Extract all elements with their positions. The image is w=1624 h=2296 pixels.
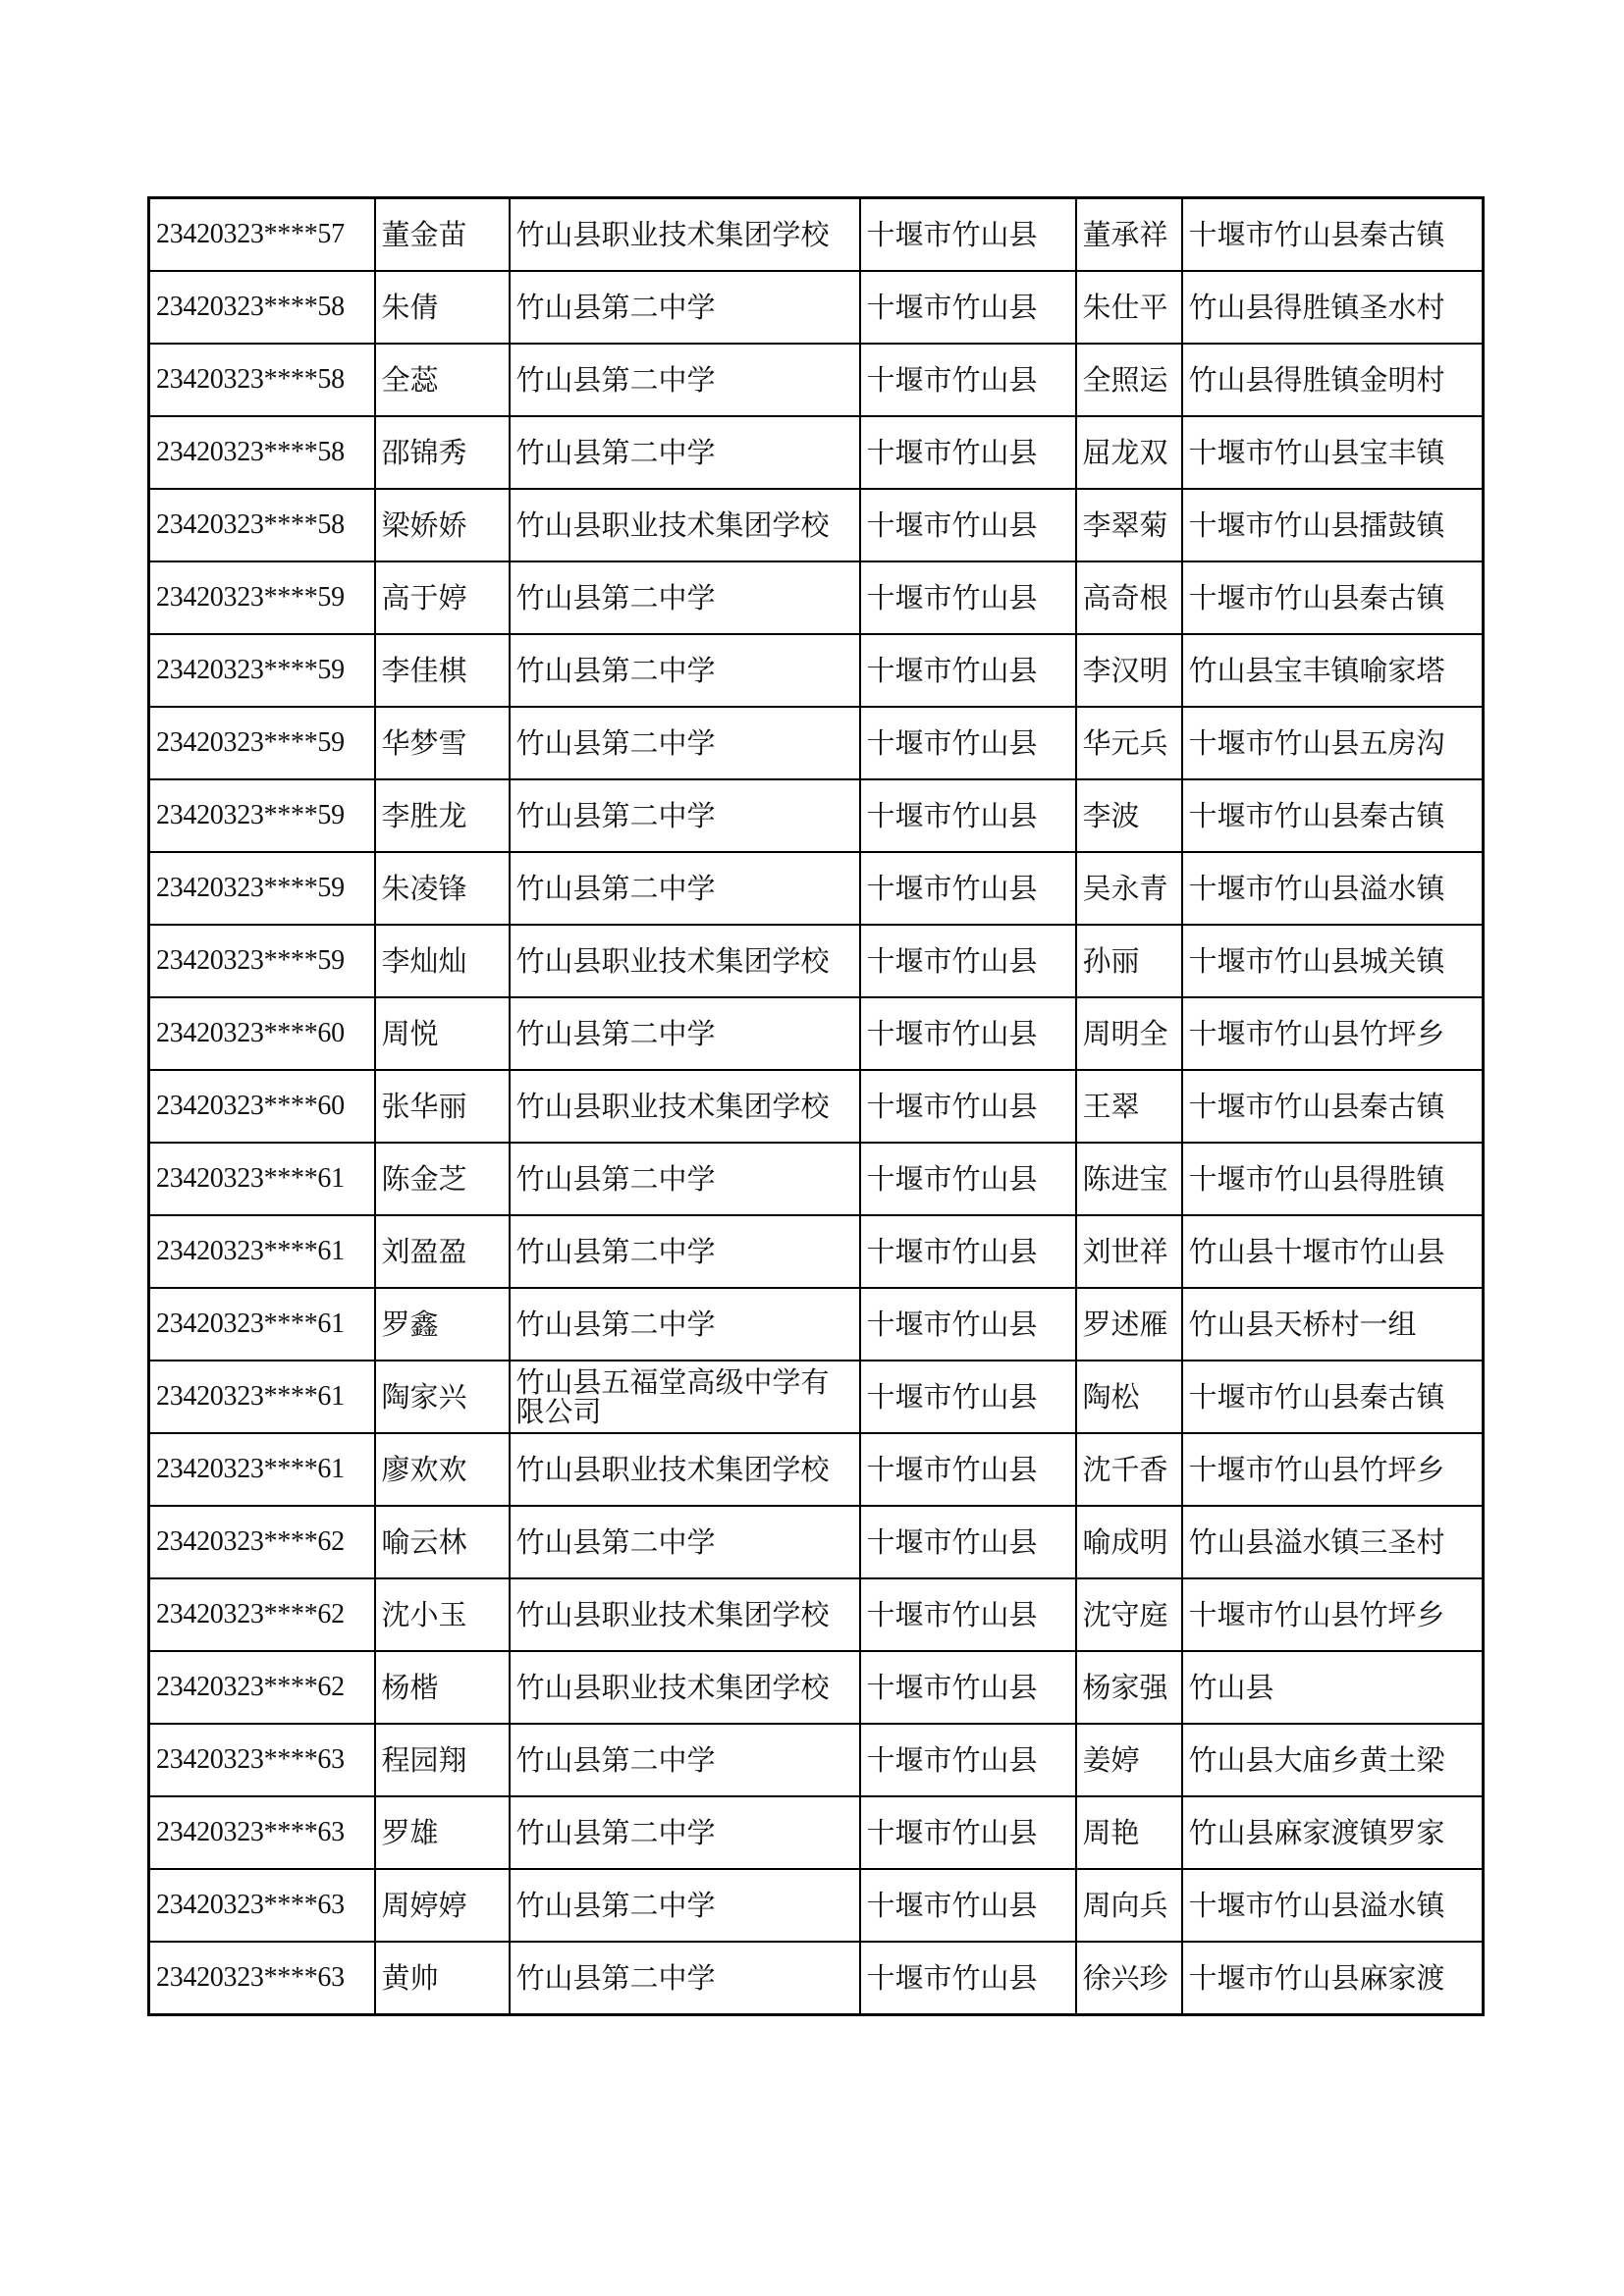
- region-cell: 十堰市竹山县: [860, 561, 1076, 634]
- region-cell: 十堰市竹山县: [860, 1215, 1076, 1288]
- school-cell: 竹山县第二中学: [510, 1869, 860, 1942]
- table-row: [149, 416, 1484, 489]
- region-cell: 十堰市竹山县: [860, 997, 1076, 1070]
- id-number-cell: 23420323****61: [149, 1361, 375, 1433]
- address-cell: 十堰市竹山县秦古镇: [1182, 1070, 1484, 1143]
- school-cell: 竹山县职业技术集团学校: [510, 198, 860, 272]
- school-line: 限公司: [515, 1395, 602, 1428]
- id-number-cell: 23420323****58: [149, 489, 375, 561]
- school-cell: 竹山县职业技术集团学校: [510, 1070, 860, 1143]
- table-row: [149, 198, 1484, 272]
- address-cell: 竹山县得胜镇金明村: [1182, 344, 1484, 416]
- student-name-cell: 华梦雪: [375, 707, 510, 779]
- student-name-cell: 李灿灿: [375, 925, 510, 997]
- guardian-name-cell: 喻成明: [1076, 1506, 1182, 1578]
- school-cell: 竹山县第二中学: [510, 852, 860, 925]
- region-cell: 十堰市竹山县: [860, 1361, 1076, 1433]
- address-cell: 十堰市竹山县城关镇: [1182, 925, 1484, 997]
- guardian-name-cell: 徐兴珍: [1076, 1942, 1182, 2015]
- id-number-cell: 23420323****61: [149, 1433, 375, 1506]
- table-row: [149, 634, 1484, 707]
- student-name-cell: 李胜龙: [375, 779, 510, 852]
- guardian-name-cell: 沈千香: [1076, 1433, 1182, 1506]
- guardian-name-cell: 朱仕平: [1076, 271, 1182, 344]
- id-number-cell: 23420323****59: [149, 779, 375, 852]
- school-cell: 竹山县第二中学: [510, 1724, 860, 1796]
- table-row: [149, 1651, 1484, 1724]
- school-cell: 竹山县第二中学: [510, 1143, 860, 1215]
- table-row: [149, 1724, 1484, 1796]
- student-name-cell: 张华丽: [375, 1070, 510, 1143]
- table-row: [149, 344, 1484, 416]
- id-number-cell: 23420323****61: [149, 1215, 375, 1288]
- id-number-cell: 23420323****58: [149, 271, 375, 344]
- address-cell: 竹山县得胜镇圣水村: [1182, 271, 1484, 344]
- school-cell: 竹山县第二中学: [510, 707, 860, 779]
- table-row: [149, 1143, 1484, 1215]
- address-cell: 十堰市竹山县得胜镇: [1182, 1143, 1484, 1215]
- region-cell: 十堰市竹山县: [860, 1869, 1076, 1942]
- table-row: [149, 1942, 1484, 2015]
- school-cell: 竹山县第二中学: [510, 1288, 860, 1361]
- region-cell: 十堰市竹山县: [860, 707, 1076, 779]
- region-cell: 十堰市竹山县: [860, 1651, 1076, 1724]
- table-row: [149, 852, 1484, 925]
- address-cell: 竹山县: [1182, 1651, 1484, 1724]
- region-cell: 十堰市竹山县: [860, 271, 1076, 344]
- table-row: [149, 489, 1484, 561]
- school-cell: 竹山县第二中学: [510, 561, 860, 634]
- table-row: [149, 1070, 1484, 1143]
- region-cell: 十堰市竹山县: [860, 925, 1076, 997]
- student-name-cell: 全蕊: [375, 344, 510, 416]
- student-name-cell: 董金苗: [375, 198, 510, 272]
- school-cell: 竹山县职业技术集团学校: [510, 925, 860, 997]
- student-name-cell: 廖欢欢: [375, 1433, 510, 1506]
- address-cell: 十堰市竹山县秦古镇: [1182, 561, 1484, 634]
- student-name-cell: 罗雄: [375, 1796, 510, 1869]
- id-number-cell: 23420323****59: [149, 561, 375, 634]
- school-cell: 竹山县第二中学: [510, 997, 860, 1070]
- guardian-name-cell: 高奇根: [1076, 561, 1182, 634]
- address-cell: 十堰市竹山县擂鼓镇: [1182, 489, 1484, 561]
- id-number-cell: 23420323****62: [149, 1651, 375, 1724]
- guardian-name-cell: 李翠菊: [1076, 489, 1182, 561]
- student-name-cell: 黄帅: [375, 1942, 510, 2015]
- table-row: [149, 1215, 1484, 1288]
- region-cell: 十堰市竹山县: [860, 1724, 1076, 1796]
- school-cell: 竹山县职业技术集团学校: [510, 1578, 860, 1651]
- guardian-name-cell: 李波: [1076, 779, 1182, 852]
- school-line: 竹山县五福堂高级中学有: [515, 1365, 830, 1399]
- school-cell: 竹山县第二中学: [510, 344, 860, 416]
- address-cell: 竹山县天桥村一组: [1182, 1288, 1484, 1361]
- id-number-cell: 23420323****62: [149, 1506, 375, 1578]
- student-name-cell: 罗鑫: [375, 1288, 510, 1361]
- table-row: [149, 1288, 1484, 1361]
- school-cell: 竹山县第二中学: [510, 271, 860, 344]
- id-number-cell: 23420323****61: [149, 1288, 375, 1361]
- table-row: [149, 707, 1484, 779]
- region-cell: 十堰市竹山县: [860, 1506, 1076, 1578]
- region-cell: 十堰市竹山县: [860, 198, 1076, 272]
- guardian-name-cell: 罗述雁: [1076, 1288, 1182, 1361]
- guardian-name-cell: 周明全: [1076, 997, 1182, 1070]
- table-row: [149, 779, 1484, 852]
- region-cell: 十堰市竹山县: [860, 634, 1076, 707]
- address-cell: 竹山县大庙乡黄土梁: [1182, 1724, 1484, 1796]
- guardian-name-cell: 李汉明: [1076, 634, 1182, 707]
- school-cell: 竹山县职业技术集团学校: [510, 1433, 860, 1506]
- id-number-cell: 23420323****63: [149, 1724, 375, 1796]
- roster-table-body: [149, 198, 1484, 2015]
- guardian-name-cell: 华元兵: [1076, 707, 1182, 779]
- roster-table: [147, 196, 1485, 2016]
- student-name-cell: 沈小玉: [375, 1578, 510, 1651]
- address-cell: 十堰市竹山县秦古镇: [1182, 779, 1484, 852]
- id-number-cell: 23420323****60: [149, 1070, 375, 1143]
- id-number-cell: 23420323****58: [149, 416, 375, 489]
- guardian-name-cell: 刘世祥: [1076, 1215, 1182, 1288]
- table-row: [149, 1361, 1484, 1433]
- id-number-cell: 23420323****59: [149, 852, 375, 925]
- address-cell: 十堰市竹山县五房沟: [1182, 707, 1484, 779]
- student-name-cell: 杨楷: [375, 1651, 510, 1724]
- address-cell: 十堰市竹山县竹坪乡: [1182, 1433, 1484, 1506]
- student-name-cell: 梁娇娇: [375, 489, 510, 561]
- table-row: [149, 1506, 1484, 1578]
- school-cell: 竹山县第二中学: [510, 1215, 860, 1288]
- region-cell: 十堰市竹山县: [860, 852, 1076, 925]
- student-name-cell: 程园翔: [375, 1724, 510, 1796]
- id-number-cell: 23420323****58: [149, 344, 375, 416]
- id-number-cell: 23420323****60: [149, 997, 375, 1070]
- school-cell: 竹山县职业技术集团学校: [510, 1651, 860, 1724]
- guardian-name-cell: 姜婷: [1076, 1724, 1182, 1796]
- student-name-cell: 周悦: [375, 997, 510, 1070]
- id-number-cell: 23420323****63: [149, 1869, 375, 1942]
- address-cell: 十堰市竹山县宝丰镇: [1182, 416, 1484, 489]
- student-name-cell: 朱凌锋: [375, 852, 510, 925]
- guardian-name-cell: 周向兵: [1076, 1869, 1182, 1942]
- guardian-name-cell: 王翠: [1076, 1070, 1182, 1143]
- address-cell: 竹山县麻家渡镇罗家: [1182, 1796, 1484, 1869]
- table-row: [149, 1433, 1484, 1506]
- school-cell: 竹山县第二中学: [510, 1796, 860, 1869]
- region-cell: 十堰市竹山县: [860, 1070, 1076, 1143]
- student-name-cell: 周婷婷: [375, 1869, 510, 1942]
- region-cell: 十堰市竹山县: [860, 779, 1076, 852]
- table-row: [149, 925, 1484, 997]
- address-cell: 竹山县溢水镇三圣村: [1182, 1506, 1484, 1578]
- school-cell: 竹山县第二中学: [510, 1942, 860, 2015]
- address-cell: 十堰市竹山县溢水镇: [1182, 1869, 1484, 1942]
- table-row: [149, 1796, 1484, 1869]
- region-cell: 十堰市竹山县: [860, 1796, 1076, 1869]
- guardian-name-cell: 屈龙双: [1076, 416, 1182, 489]
- student-name-cell: 刘盈盈: [375, 1215, 510, 1288]
- region-cell: 十堰市竹山县: [860, 489, 1076, 561]
- id-number-cell: 23420323****59: [149, 634, 375, 707]
- address-cell: 竹山县十堰市竹山县: [1182, 1215, 1484, 1288]
- address-cell: 十堰市竹山县竹坪乡: [1182, 997, 1484, 1070]
- region-cell: 十堰市竹山县: [860, 1578, 1076, 1651]
- table-row: [149, 1578, 1484, 1651]
- table-row: [149, 1869, 1484, 1942]
- guardian-name-cell: 董承祥: [1076, 198, 1182, 272]
- guardian-name-cell: 沈守庭: [1076, 1578, 1182, 1651]
- address-cell: 十堰市竹山县秦古镇: [1182, 198, 1484, 272]
- guardian-name-cell: 孙丽: [1076, 925, 1182, 997]
- id-number-cell: 23420323****63: [149, 1796, 375, 1869]
- guardian-name-cell: 全照运: [1076, 344, 1182, 416]
- guardian-name-cell: 陶松: [1076, 1361, 1182, 1433]
- address-cell: 十堰市竹山县溢水镇: [1182, 852, 1484, 925]
- region-cell: 十堰市竹山县: [860, 1143, 1076, 1215]
- address-cell: 十堰市竹山县麻家渡: [1182, 1942, 1484, 2015]
- student-name-cell: 陈金芝: [375, 1143, 510, 1215]
- id-number-cell: 23420323****62: [149, 1578, 375, 1651]
- school-cell: 竹山县职业技术集团学校: [510, 489, 860, 561]
- school-cell: 竹山县第二中学: [510, 779, 860, 852]
- region-cell: 十堰市竹山县: [860, 1433, 1076, 1506]
- region-cell: 十堰市竹山县: [860, 1942, 1076, 2015]
- id-number-cell: 23420323****59: [149, 925, 375, 997]
- student-name-cell: 陶家兴: [375, 1361, 510, 1433]
- id-number-cell: 23420323****61: [149, 1143, 375, 1215]
- id-number-cell: 23420323****57: [149, 198, 375, 272]
- guardian-name-cell: 陈进宝: [1076, 1143, 1182, 1215]
- table-row: [149, 271, 1484, 344]
- student-name-cell: 邵锦秀: [375, 416, 510, 489]
- guardian-name-cell: 吴永青: [1076, 852, 1182, 925]
- address-cell: 十堰市竹山县秦古镇: [1182, 1361, 1484, 1433]
- school-cell: 竹山县第二中学: [510, 1506, 860, 1578]
- table-row: [149, 997, 1484, 1070]
- id-number-cell: 23420323****59: [149, 707, 375, 779]
- region-cell: 十堰市竹山县: [860, 1288, 1076, 1361]
- guardian-name-cell: 周艳: [1076, 1796, 1182, 1869]
- id-number-cell: 23420323****63: [149, 1942, 375, 2015]
- address-cell: 竹山县宝丰镇喻家塔: [1182, 634, 1484, 707]
- student-name-cell: 喻云林: [375, 1506, 510, 1578]
- address-cell: 十堰市竹山县竹坪乡: [1182, 1578, 1484, 1651]
- region-cell: 十堰市竹山县: [860, 344, 1076, 416]
- school-cell: 竹山县第二中学: [510, 416, 860, 489]
- school-cell: 竹山县第二中学: [510, 634, 860, 707]
- guardian-name-cell: 杨家强: [1076, 1651, 1182, 1724]
- region-cell: 十堰市竹山县: [860, 416, 1076, 489]
- student-name-cell: 李佳棋: [375, 634, 510, 707]
- school-cell: [510, 1361, 860, 1433]
- student-name-cell: 朱倩: [375, 271, 510, 344]
- student-name-cell: 高于婷: [375, 561, 510, 634]
- table-row: [149, 561, 1484, 634]
